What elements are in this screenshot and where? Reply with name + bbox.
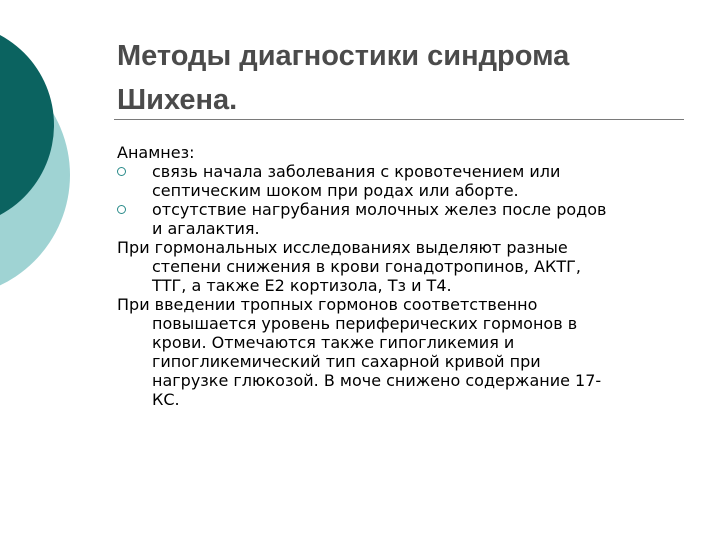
title-line-2: Шихена. — [117, 84, 238, 116]
paragraph-2-line-2: повышается уровень периферических гормонов в — [152, 314, 578, 333]
title-line-1: Методы диагностики синдрома — [117, 40, 570, 72]
paragraph-1-line-3: ТТГ, а также Е2 кортизола, Тз и Т4. — [152, 276, 452, 295]
paragraph-2-line-4: гипогликемический тип сахарной кривой при — [152, 352, 541, 371]
bullet-circle-icon — [117, 167, 126, 176]
paragraph-1-line-1: При гормональных исследованиях выделяют разные — [117, 238, 568, 257]
title-divider — [114, 119, 684, 120]
bullet-2-text-line-2: и агалактия. — [152, 219, 260, 238]
paragraph-2-line-1: При введении тропных гормонов соответственно — [117, 295, 538, 314]
paragraph-1-line-2: степени снижения в крови гонадотропинов, АКТГ, — [152, 257, 581, 276]
anamnesis-label: Анамнез: — [117, 143, 195, 162]
bullet-1-text-line-1: связь начала заболевания с кровотечением или — [152, 162, 561, 181]
slide-decoration — [0, 0, 120, 300]
slide-title — [117, 34, 697, 122]
slide-body — [117, 143, 697, 409]
paragraph-2-line-3: крови. Отмечаются также гипогликемия и — [152, 333, 515, 352]
paragraph-2-line-6: КС. — [152, 390, 180, 409]
bullet-circle-icon — [117, 205, 126, 214]
bullet-item-1 — [117, 162, 697, 181]
bullet-item-2 — [117, 200, 697, 219]
bullet-1-text-line-2: септическим шоком при родах или аборте. — [152, 181, 519, 200]
bullet-2-text-line-1: отсутствие нагрубания молочных желез после родов — [152, 200, 607, 219]
paragraph-2-line-5: нагрузке глюкозой. В моче снижено содержание 17- — [152, 371, 602, 390]
